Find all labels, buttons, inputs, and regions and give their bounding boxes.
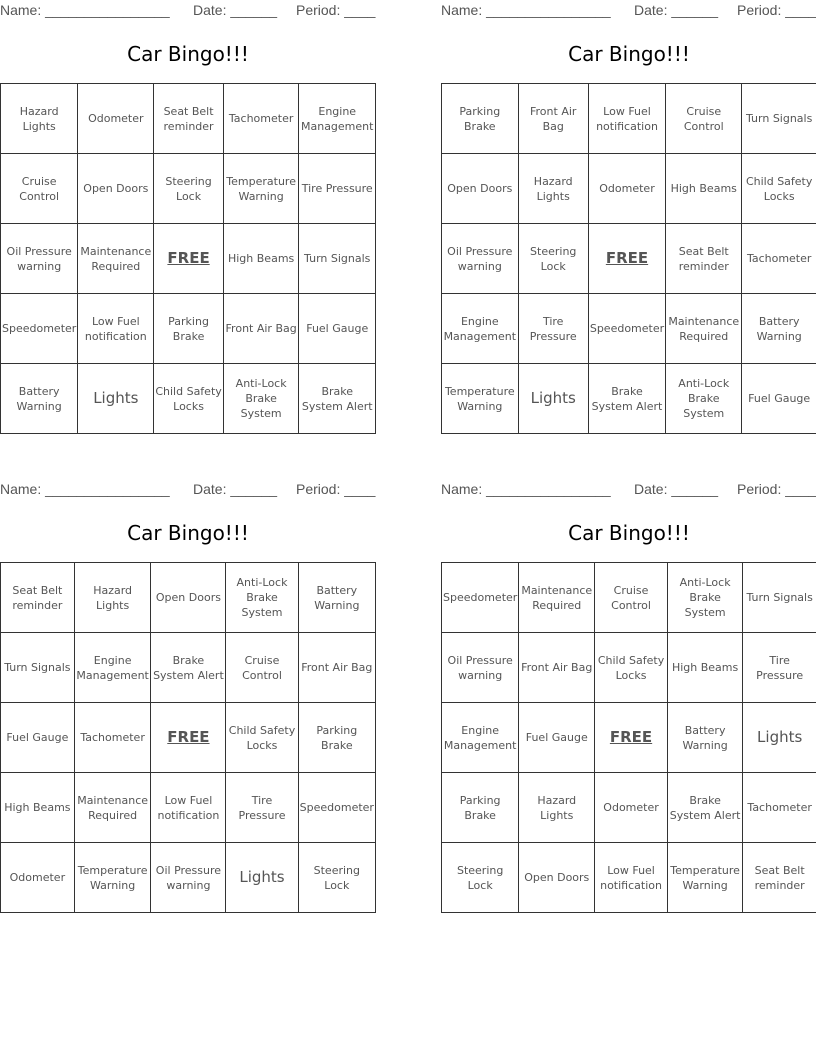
card-header (441, 0, 816, 20)
bingo-cell: Odometer (595, 773, 668, 843)
bingo-cell: Seat Belt reminder (743, 843, 816, 913)
bingo-cell: Tachometer (74, 703, 151, 773)
bingo-cell: Brake System Alert (667, 773, 742, 843)
bingo-cell: Front Air Bag (518, 84, 588, 154)
bingo-cell: Speedometer (1, 294, 78, 364)
bingo-row (1, 154, 376, 224)
bingo-row (442, 773, 816, 843)
bingo-cell: Oil Pressure warning (442, 633, 519, 703)
bingo-cell: Tachometer (742, 224, 816, 294)
free-space: FREE (154, 224, 224, 294)
bingo-cell: Front Air Bag (298, 633, 375, 703)
card-title: Car Bingo!!! (127, 42, 249, 66)
bingo-cell: Maintenance Required (666, 294, 742, 364)
bingo-cell: Anti-Lock Brake System (667, 563, 742, 633)
bingo-cell: Lights (78, 364, 154, 434)
bingo-cell: Hazard Lights (519, 773, 595, 843)
bingo-cell: Maintenance Required (519, 563, 595, 633)
bingo-cell: Tire Pressure (226, 773, 298, 843)
bingo-cell: Temperature Warning (442, 364, 519, 434)
bingo-cell: Tire Pressure (299, 154, 376, 224)
bingo-cell: Open Doors (519, 843, 595, 913)
bingo-grid (441, 562, 816, 913)
bingo-cell: Parking Brake (442, 773, 519, 843)
bingo-cell: Battery Warning (298, 563, 375, 633)
bingo-cell: Steering Lock (442, 843, 519, 913)
bingo-cell: Oil Pressure warning (1, 224, 78, 294)
free-space: FREE (588, 224, 665, 294)
bingo-cell: Cruise Control (226, 633, 298, 703)
bingo-cell: Brake System Alert (151, 633, 226, 703)
bingo-cell: Fuel Gauge (1, 703, 75, 773)
bingo-cell: Tachometer (743, 773, 816, 843)
card-title: Car Bingo!!! (127, 521, 249, 545)
bingo-card-2 (441, 0, 816, 430)
bingo-cell: Hazard Lights (518, 154, 588, 224)
bingo-cell: Hazard Lights (74, 563, 151, 633)
bingo-cell: Child Safety Locks (226, 703, 298, 773)
bingo-row (442, 364, 816, 434)
bingo-cell: High Beams (666, 154, 742, 224)
bingo-cell: Oil Pressure warning (442, 224, 519, 294)
card-header (0, 0, 376, 20)
date-field: Date: ______ (193, 481, 278, 497)
bingo-cell: Steering Lock (154, 154, 224, 224)
bingo-cell: Seat Belt reminder (1, 563, 75, 633)
bingo-cell: Low Fuel notification (588, 84, 665, 154)
bingo-cell: Oil Pressure warning (151, 843, 226, 913)
bingo-cell: Anti-Lock Brake System (226, 563, 298, 633)
bingo-cell: Seat Belt reminder (154, 84, 224, 154)
bingo-cell: Tachometer (223, 84, 299, 154)
card-title: Car Bingo!!! (568, 42, 690, 66)
bingo-cell: High Beams (667, 633, 742, 703)
bingo-cell: Seat Belt reminder (666, 224, 742, 294)
bingo-row (1, 224, 376, 294)
bingo-cell: Battery Warning (667, 703, 742, 773)
bingo-grid (0, 562, 376, 913)
bingo-cell: Brake System Alert (299, 364, 376, 434)
period-field: Period: ____ (296, 2, 376, 18)
name-field: Name: ________________ (0, 481, 170, 497)
period-field: Period: ____ (737, 2, 816, 18)
bingo-cell: Engine Management (299, 84, 376, 154)
bingo-cell: Parking Brake (154, 294, 224, 364)
name-field: Name: ________________ (441, 2, 611, 18)
bingo-cell: Anti-Lock Brake System (666, 364, 742, 434)
bingo-cell: Cruise Control (595, 563, 668, 633)
bingo-cell: Open Doors (151, 563, 226, 633)
bingo-row (442, 84, 816, 154)
bingo-cell: Engine Management (74, 633, 151, 703)
bingo-cell: Engine Management (442, 703, 519, 773)
bingo-cell: Maintenance Required (78, 224, 154, 294)
bingo-grid (441, 83, 816, 434)
bingo-row (1, 703, 376, 773)
bingo-cell: Engine Management (442, 294, 519, 364)
bingo-cell: Odometer (588, 154, 665, 224)
bingo-card-3 (0, 479, 376, 909)
date-field: Date: ______ (634, 481, 719, 497)
bingo-cell: Speedometer (588, 294, 665, 364)
card-title: Car Bingo!!! (568, 521, 690, 545)
bingo-cell: Low Fuel notification (78, 294, 154, 364)
bingo-row (442, 633, 816, 703)
bingo-cell: Cruise Control (1, 154, 78, 224)
bingo-row (1, 773, 376, 843)
bingo-cell: Child Safety Locks (742, 154, 816, 224)
bingo-cell: Odometer (1, 843, 75, 913)
bingo-card-4 (441, 479, 816, 909)
bingo-cell: Turn Signals (742, 84, 816, 154)
bingo-row (1, 843, 376, 913)
bingo-cell: Open Doors (78, 154, 154, 224)
bingo-cell: Turn Signals (743, 563, 816, 633)
bingo-cell: Hazard Lights (1, 84, 78, 154)
bingo-cell: Front Air Bag (519, 633, 595, 703)
bingo-cell: Cruise Control (666, 84, 742, 154)
bingo-cell: Fuel Gauge (299, 294, 376, 364)
bingo-row (1, 84, 376, 154)
bingo-cell: Open Doors (442, 154, 519, 224)
period-field: Period: ____ (737, 481, 816, 497)
bingo-cell: Front Air Bag (223, 294, 299, 364)
bingo-cell: Fuel Gauge (519, 703, 595, 773)
bingo-cell: Temperature Warning (667, 843, 742, 913)
bingo-cell: Brake System Alert (588, 364, 665, 434)
date-field: Date: ______ (193, 2, 278, 18)
bingo-cell: Battery Warning (1, 364, 78, 434)
bingo-cell: Tire Pressure (518, 294, 588, 364)
bingo-cell: Tire Pressure (743, 633, 816, 703)
bingo-cell: Maintenance Required (74, 773, 151, 843)
bingo-cell: High Beams (223, 224, 299, 294)
bingo-cell: Parking Brake (298, 703, 375, 773)
bingo-cell: Turn Signals (299, 224, 376, 294)
bingo-cell: Turn Signals (1, 633, 75, 703)
bingo-row (1, 294, 376, 364)
bingo-cell: Low Fuel notification (595, 843, 668, 913)
bingo-row (1, 633, 376, 703)
bingo-cell: Speedometer (442, 563, 519, 633)
bingo-cell: Fuel Gauge (742, 364, 816, 434)
bingo-cell: Temperature Warning (74, 843, 151, 913)
free-space: FREE (595, 703, 668, 773)
bingo-row (1, 563, 376, 633)
bingo-cell: Lights (518, 364, 588, 434)
card-header (0, 479, 376, 499)
bingo-cell: Odometer (78, 84, 154, 154)
bingo-row (442, 224, 816, 294)
bingo-row (442, 563, 816, 633)
free-space: FREE (151, 703, 226, 773)
bingo-row (1, 364, 376, 434)
bingo-cell: Steering Lock (518, 224, 588, 294)
bingo-cell: Steering Lock (298, 843, 375, 913)
bingo-cell: High Beams (1, 773, 75, 843)
bingo-card-1 (0, 0, 376, 430)
bingo-cell: Lights (743, 703, 816, 773)
bingo-cell: Low Fuel notification (151, 773, 226, 843)
bingo-cell: Anti-Lock Brake System (223, 364, 299, 434)
bingo-cell: Lights (226, 843, 298, 913)
card-header (441, 479, 816, 499)
bingo-row (442, 294, 816, 364)
bingo-cell: Child Safety Locks (154, 364, 224, 434)
name-field: Name: ________________ (441, 481, 611, 497)
bingo-cell: Temperature Warning (223, 154, 299, 224)
name-field: Name: ________________ (0, 2, 170, 18)
date-field: Date: ______ (634, 2, 719, 18)
bingo-cell: Parking Brake (442, 84, 519, 154)
bingo-grid (0, 83, 376, 434)
bingo-row (442, 154, 816, 224)
bingo-row (442, 843, 816, 913)
bingo-cell: Speedometer (298, 773, 375, 843)
bingo-cell: Child Safety Locks (595, 633, 668, 703)
period-field: Period: ____ (296, 481, 376, 497)
bingo-row (442, 703, 816, 773)
bingo-cell: Battery Warning (742, 294, 816, 364)
